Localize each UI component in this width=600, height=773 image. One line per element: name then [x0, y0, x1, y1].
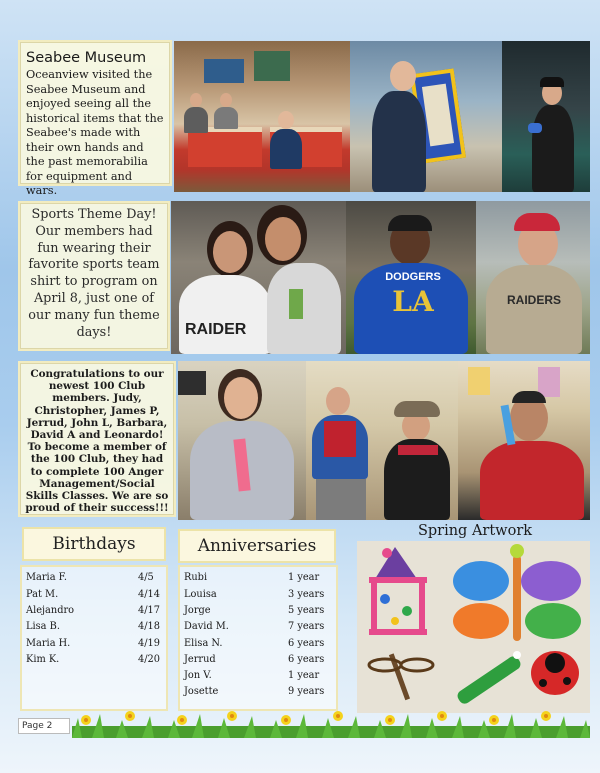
sports-theme-body: Sports Theme Day! Our members had fun wearing their favorite sports team shirt to program on April 8, just one of our many fun theme days!: [28, 207, 160, 340]
shirt-text-raider: RAIDER: [185, 321, 247, 338]
club-photo-seated: [306, 361, 458, 520]
anniversaries-list: [178, 565, 338, 711]
sports-theme-panel: [18, 201, 170, 351]
list-item: [180, 621, 336, 637]
shirt-text-raiders: RAIDERS: [506, 293, 561, 307]
anniversary-years: 3 years: [288, 589, 325, 600]
anniversary-name: Josette: [184, 686, 219, 697]
list-item: [22, 654, 166, 670]
birthday-name: Alejandro: [26, 605, 75, 616]
anniversary-name: Jerrud: [184, 654, 216, 665]
seabee-photo-painting: [350, 41, 502, 192]
list-item: [180, 605, 336, 621]
hundred-club-body: Congratulations to our newest 100 Club members. Judy, Christopher, James P, Jerrud, John L, Barbara, David A and Leonardo! To become a member of the 100 Club, they had to complete 100 Anger Management/Social Skills Classes. We are so proud of their success!!!: [25, 368, 169, 515]
anniversaries-heading-label: Anniversaries: [197, 536, 317, 556]
artwork-illustration: [357, 541, 590, 713]
list-item: [180, 654, 336, 670]
list-item: [180, 638, 336, 654]
list-item: [22, 638, 166, 654]
anniversary-years: 7 years: [288, 621, 325, 632]
page-number: Page 2: [18, 718, 70, 734]
anniversary-years: 9 years: [288, 686, 325, 697]
list-item: [180, 589, 336, 605]
club-photo-man: [458, 361, 590, 520]
birthday-date: 4/5: [138, 572, 154, 583]
birthday-name: Maria F.: [26, 572, 68, 583]
seabee-museum-body: Oceanview visited the Seabee Museum and enjoyed seeing all the historical items that the Seabee's made with their own hands and the past memorabilia for equipment and wars.: [26, 68, 164, 197]
hundred-club-panel: [18, 361, 176, 517]
sports-photo-dodgers: [346, 201, 476, 354]
anniversary-name: Louisa: [184, 589, 217, 600]
list-item: [22, 572, 166, 588]
anniversary-years: 5 years: [288, 605, 325, 616]
anniversaries-heading: [178, 529, 336, 563]
seabee-museum-panel: [18, 40, 172, 197]
seabee-photo-visitor: [502, 41, 590, 192]
birthday-name: Pat M.: [26, 589, 59, 600]
birthday-name: Lisa B.: [26, 621, 60, 632]
anniversary-name: David M.: [184, 621, 229, 632]
sports-photo-girls: [171, 201, 346, 354]
anniversary-name: Elisa N.: [184, 638, 223, 649]
shirt-logo-la: LA: [392, 285, 434, 318]
birthday-name: Maria H.: [26, 638, 71, 649]
list-item: [22, 589, 166, 605]
grass-border-icon: [72, 708, 590, 738]
anniversary-years: 1 year: [288, 670, 320, 681]
birthday-date: 4/14: [138, 589, 160, 600]
seabee-museum-title: Seabee Museum: [26, 50, 147, 66]
anniversary-name: Jon V.: [184, 670, 212, 681]
spring-artwork-title: Spring Artwork: [417, 523, 533, 539]
list-item: [180, 670, 336, 686]
anniversary-name: Jorge: [184, 605, 211, 616]
ladybug-craft-icon: [531, 651, 579, 695]
birthday-name: Kim K.: [26, 654, 60, 665]
anniversary-years: 6 years: [288, 654, 325, 665]
list-item: [180, 686, 336, 702]
anniversary-years: 6 years: [288, 638, 325, 649]
anniversary-name: Rubi: [184, 572, 208, 583]
birthdays-list: [20, 565, 168, 711]
birthday-date: 4/17: [138, 605, 160, 616]
spring-artwork-photo: [357, 541, 590, 713]
list-item: [22, 621, 166, 637]
birthdays-heading-label: Birthdays: [52, 534, 136, 554]
list-item: [180, 572, 336, 588]
anniversary-years: 1 year: [288, 572, 320, 583]
birthday-date: 4/18: [138, 621, 160, 632]
birthday-date: 4/19: [138, 638, 160, 649]
birthday-date: 4/20: [138, 654, 160, 665]
sports-photo-raiders: [476, 201, 590, 354]
birthdays-heading: [22, 527, 166, 561]
list-item: [22, 605, 166, 621]
shirt-text-dodgers: DODGERS: [385, 271, 441, 283]
seabee-photo-group: [174, 41, 350, 192]
club-photo-woman: [178, 361, 306, 520]
